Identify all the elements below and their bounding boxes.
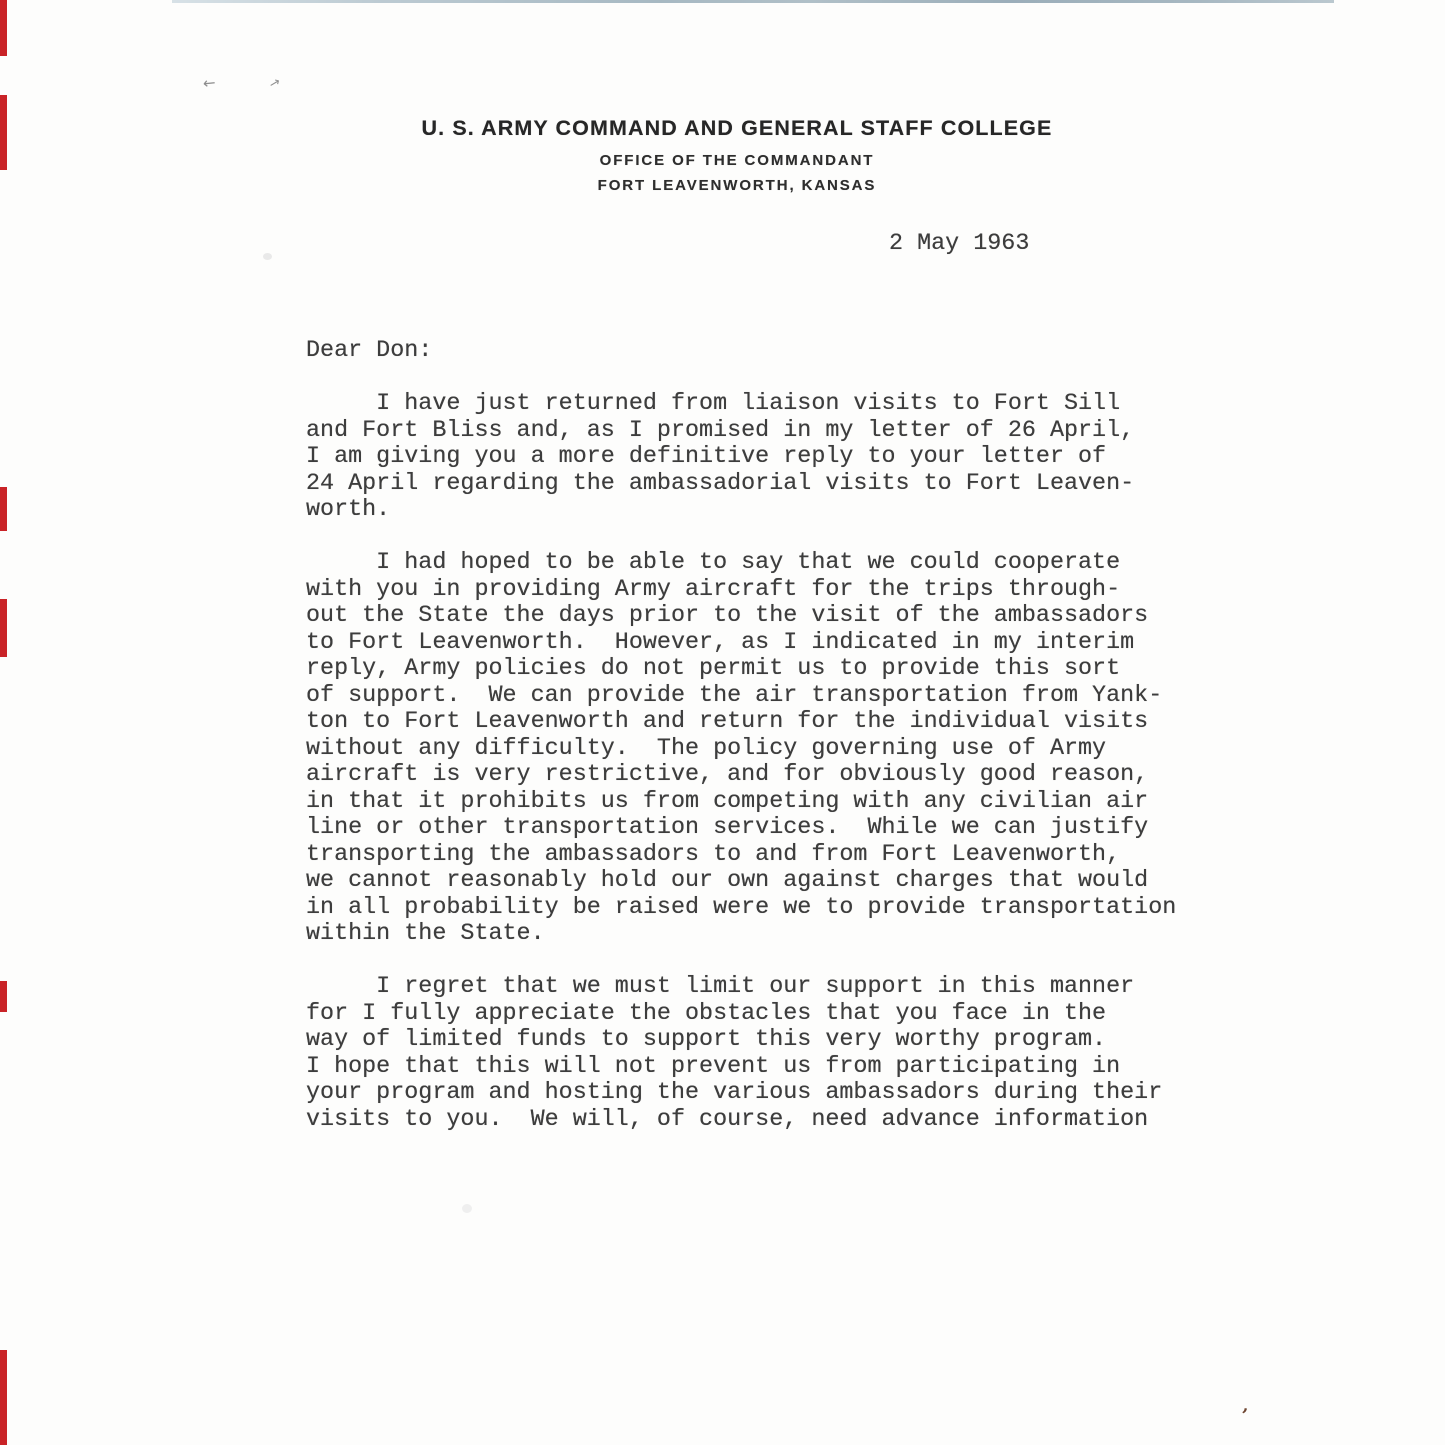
- typewritten-line: without any difficulty. The policy governing use of Army: [306, 735, 1107, 762]
- typewritten-line: aircraft is very restrictive, and for obviously good reason,: [306, 762, 1149, 788]
- letterhead-location-line: FORT LEAVENWORTH, KANSAS: [597, 177, 877, 194]
- red-edge-mark: [0, 1350, 7, 1445]
- pencil-mark-icon: ↗: [267, 74, 282, 93]
- typewritten-line: line or other transportation services. While we can justify: [306, 815, 1149, 841]
- pencil-mark-icon: ←: [202, 73, 217, 93]
- typewritten-line: I am giving you a more definitive reply to your letter of: [306, 444, 1107, 470]
- typewritten-line: out the State the days prior to the visit of the ambassadors: [306, 603, 1149, 629]
- red-edge-mark: [0, 981, 7, 1012]
- typewritten-line: I had hoped to be able to say that we could cooperate: [306, 550, 1121, 576]
- paragraph-2: [306, 550, 1176, 948]
- typewritten-line: for I fully appreciate the obstacles that you face in the: [306, 1000, 1107, 1027]
- letterhead-title: U. S. ARMY COMMAND AND GENERAL STAFF COLLEGE: [421, 116, 1053, 140]
- typewritten-line: worth.: [306, 497, 391, 523]
- typewritten-line: to Fort Leavenworth. However, as I indicated in my interim: [306, 629, 1135, 656]
- typewritten-line: with you in providing Army aircraft for the trips through-: [306, 576, 1121, 603]
- red-edge-mark: [0, 599, 7, 657]
- paragraph-3: [306, 974, 1176, 1133]
- typewritten-line: your program and hosting the various ambassadors during their: [306, 1080, 1163, 1106]
- red-edge-mark: [0, 95, 7, 170]
- typewritten-line: we cannot reasonably hold our own against charges that would: [306, 868, 1149, 894]
- red-edge-mark: [0, 0, 7, 56]
- typewritten-line: visits to you. We will, of course, need advance information: [306, 1106, 1149, 1133]
- typewritten-line: I hope that this will not prevent us from participating in: [306, 1053, 1121, 1080]
- typewritten-line: ton to Fort Leavenworth and return for the individual visits: [306, 709, 1149, 735]
- typewritten-line: in that it prohibits us from competing with any civilian air: [306, 788, 1149, 815]
- typewritten-line: reply, Army policies do not permit us to provide this sort: [306, 656, 1121, 682]
- typewritten-line: way of limited funds to support this very worthy program.: [306, 1027, 1107, 1053]
- red-edge-mark: [0, 487, 7, 531]
- scan-smudge: [462, 1204, 472, 1213]
- typewritten-line: and Fort Bliss and, as I promised in my letter of 26 April,: [306, 417, 1135, 444]
- ink-speck: ,: [1241, 1395, 1251, 1417]
- typewritten-line: of support. We can provide the air transportation from Yank-: [306, 682, 1163, 709]
- letterhead-office-line: OFFICE OF THE COMMANDANT: [599, 152, 875, 169]
- typewritten-line: in all probability be raised were we to provide transportation: [306, 894, 1177, 921]
- typewritten-line: 24 April regarding the ambassadorial visits to Fort Leaven-: [306, 470, 1135, 497]
- letter-body: [306, 338, 1176, 1160]
- scan-smudge: [263, 253, 272, 260]
- paragraph-1: [306, 391, 1176, 524]
- typewritten-line: transporting the ambassadors to and from Fort Leavenworth,: [306, 841, 1121, 868]
- typewritten-line: I regret that we must limit our support in this manner: [306, 974, 1135, 1000]
- scan-top-edge-line: [172, 0, 1334, 3]
- letter-date: 2 May 1963: [889, 231, 1030, 257]
- typewritten-line: I have just returned from liaison visits to Fort Sill: [306, 391, 1121, 417]
- salutation: Dear Don:: [306, 338, 433, 364]
- typewritten-line: within the State.: [306, 921, 545, 947]
